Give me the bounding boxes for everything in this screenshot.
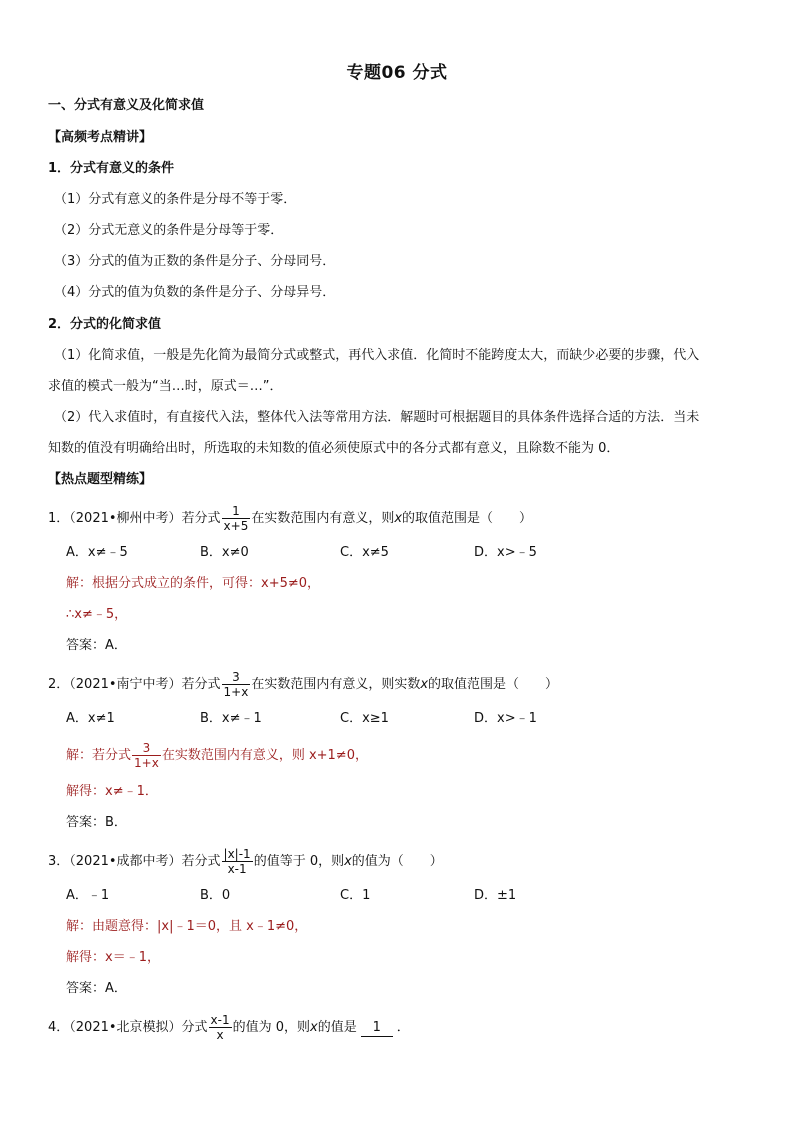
option-c: C．x≠5: [340, 545, 389, 560]
question-4-text: 的值为 0，则: [232, 1020, 311, 1035]
topic2-paragraph-line: 知数的值没有明确给出时，所选取的未知数的值必须使原式中的各分式都有意义，且除数不能为 0．: [48, 441, 620, 456]
question-1: [48, 504, 532, 533]
solution-line: 解得：x＝﹣1，: [66, 950, 160, 965]
question-2: [48, 670, 558, 699]
variable: x: [310, 1020, 318, 1035]
question-4-text: 的值是: [317, 1020, 357, 1035]
question-2-text: 的取值范围是（ ）: [428, 677, 559, 692]
fraction-numerator: 3: [222, 670, 251, 685]
fraction: [222, 847, 253, 876]
question-2-prefix: 2．（2021•南宁中考）若分式: [48, 677, 221, 692]
section-heading: 一、分式有意义及化简求值: [48, 98, 205, 113]
answer-line: 答案：A．: [66, 638, 127, 653]
topic1-heading: 1．分式有意义的条件: [48, 161, 175, 176]
page-title: 专题06 分式: [346, 63, 448, 83]
fraction-numerator: 3: [132, 741, 161, 756]
fraction: [222, 504, 251, 533]
fraction-denominator: 1+x: [134, 756, 159, 770]
topic2-paragraph-line: （1）化简求值，一般是先化简为最简分式或整式，再代入求值．化简时不能跨度太大，而缺少必要的步骤，代入: [54, 348, 700, 363]
option-c: C．x≥1: [340, 711, 389, 726]
option-b: B．0: [200, 888, 231, 903]
fraction-denominator: x-1: [227, 862, 247, 876]
topic2-heading: 2．分式的化简求值: [48, 317, 162, 332]
option-a: A．x≠1: [66, 711, 115, 726]
answer-line: 答案：A．: [66, 981, 127, 996]
topic1-item: （3）分式的值为正数的条件是分子、分母同号．: [54, 254, 336, 269]
option-a: A．﹣1: [66, 888, 110, 903]
question-3-text: 的值为（ ）: [351, 854, 443, 869]
answer-blank: 1: [361, 1020, 393, 1037]
practice-header: 【热点题型精练】: [48, 472, 153, 487]
question-4-text: ．: [396, 1020, 410, 1035]
question-1-text: 在实数范围内有意义，则: [251, 511, 395, 526]
fraction: [132, 741, 161, 770]
question-4: [48, 1013, 410, 1042]
topic2-paragraph-line: （2）代入求值时，有直接代入法，整体代入法等常用方法．解题时可根据题目的具体条件选择合适的方法．当未: [54, 410, 700, 425]
question-2-text: 在实数范围内有意义，则实数: [251, 677, 421, 692]
fraction-numerator: |x|-1: [223, 847, 251, 861]
question-1-prefix: 1．（2021•柳州中考）若分式: [48, 511, 221, 526]
fraction-numerator: x-1: [210, 1013, 230, 1027]
option-b: B．x≠﹣1: [200, 711, 262, 726]
option-a: A．x≠﹣5: [66, 545, 128, 560]
option-c: C．1: [340, 888, 371, 903]
solution-text: 解：若分式: [66, 748, 132, 763]
variable: x: [344, 854, 352, 869]
solution-line: 解得：x≠﹣1．: [66, 784, 158, 799]
option-d: D．x>﹣1: [474, 711, 537, 726]
variable: x: [394, 511, 403, 526]
lecture-header: 【高频考点精讲】: [48, 130, 153, 145]
fraction-denominator: x+5: [223, 519, 249, 533]
answer-line: 答案：B．: [66, 815, 127, 830]
question-3-text: 的值等于 0，则: [253, 854, 345, 869]
solution-line: 解：根据分式成立的条件，可得：x+5≠0，: [66, 576, 321, 591]
variable: x: [420, 677, 429, 692]
fraction: [222, 670, 251, 699]
option-b: B．x≠0: [200, 545, 249, 560]
option-d: D．x>﹣5: [474, 545, 537, 560]
fraction-denominator: 1+x: [223, 685, 249, 699]
question-3: [48, 847, 443, 876]
solution-line: [66, 741, 368, 770]
question-3-prefix: 3．（2021•成都中考）若分式: [48, 854, 221, 869]
solution-line: ∴x≠﹣5，: [66, 607, 128, 622]
topic1-item: （2）分式无意义的条件是分母等于零．: [54, 223, 284, 238]
option-d: D．±1: [474, 888, 517, 903]
solution-line: 解：由题意得：|x|﹣1＝0，且 x﹣1≠0，: [66, 919, 308, 934]
fraction-denominator: x: [216, 1028, 224, 1042]
question-4-prefix: 4．（2021•北京模拟）分式: [48, 1020, 208, 1035]
fraction: [209, 1013, 232, 1042]
topic1-item: （1）分式有意义的条件是分母不等于零．: [54, 192, 297, 207]
question-1-text: 的取值范围是（ ）: [402, 511, 533, 526]
fraction-numerator: 1: [222, 504, 251, 519]
topic1-item: （4）分式的值为负数的条件是分子、分母异号．: [54, 285, 336, 300]
topic2-paragraph-line: 求值的模式一般为“当…时，原式＝…”．: [48, 379, 283, 394]
solution-text: 在实数范围内有意义，则 x+1≠0，: [161, 748, 368, 763]
